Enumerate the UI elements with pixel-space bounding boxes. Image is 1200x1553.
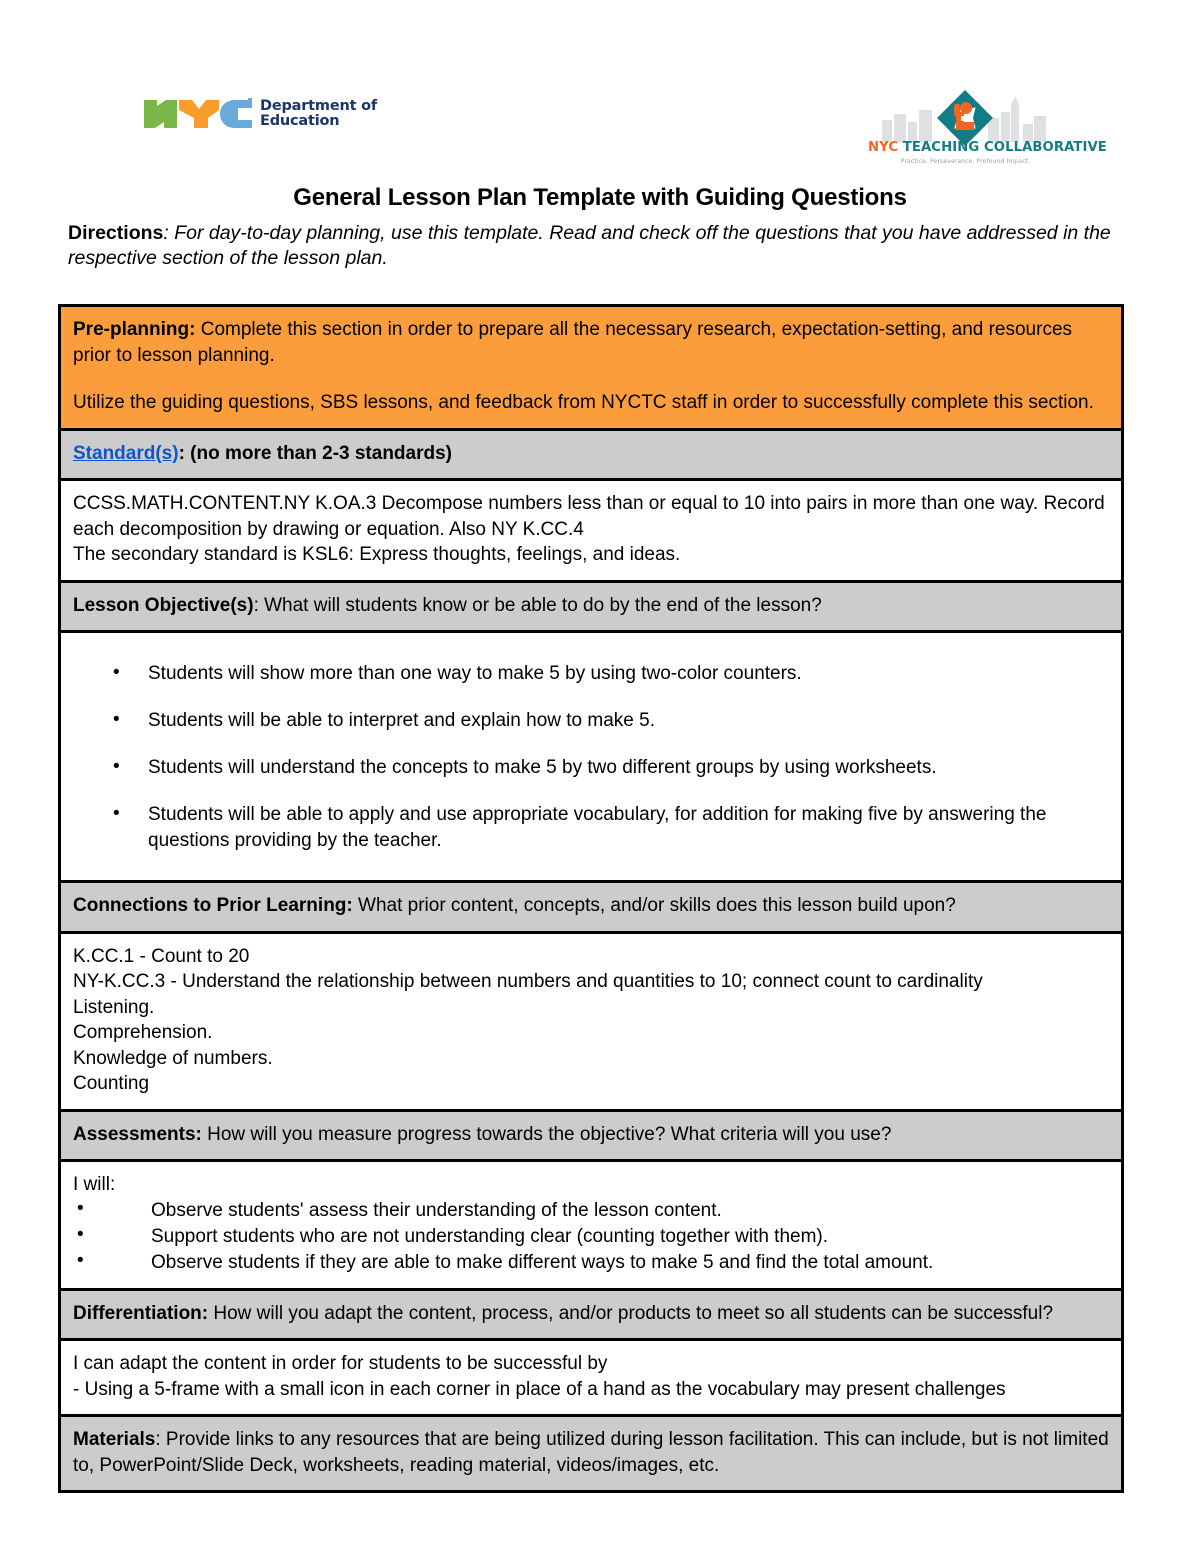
table-row-prior-learning-body (60, 932, 1123, 1110)
table-row-differentiation-header (60, 1289, 1123, 1340)
objectives-list (73, 661, 1109, 854)
standards-link[interactable]: Standard(s) (73, 442, 179, 464)
preplanning-cell (60, 306, 1123, 430)
objectives-header-cell (60, 581, 1123, 632)
assessments-header-cell (60, 1110, 1123, 1161)
standards-line-2: The secondary standard is KSL6: Express thoughts, feelings, and ideas. (73, 544, 681, 565)
nyctc-wordmark-nyc: NYC (868, 140, 903, 155)
table-row-standards-body (60, 480, 1123, 582)
nyctc-wordmark (868, 140, 1107, 155)
differentiation-line-2: - Using a 5-frame with a small icon in each corner in place of a hand as the vocabulary may present challenges (73, 1378, 1006, 1400)
table-row-preplanning (60, 306, 1123, 430)
table-row-differentiation-body (60, 1340, 1123, 1416)
prior-learning-header-cell (60, 882, 1123, 933)
list-item: • Support students who are not understanding clear (counting together with them). (73, 1224, 1109, 1250)
assessments-list (73, 1198, 1109, 1276)
objectives-prompt: : What will students know or be able to do by the end of the lesson? (253, 594, 822, 616)
prior-learning-prompt: What prior content, concepts, and/or skills does this lesson build upon? (352, 895, 956, 916)
doe-wordmark-line2: Education (260, 113, 340, 129)
prior-learning-line-2: NY-K.CC.3 - Understand the relationship between numbers and quantities to 10; connect count to cardinality (73, 971, 983, 992)
table-row-prior-learning-header (60, 882, 1123, 933)
list-item: • Observe students' assess their understanding of the lesson content. (73, 1198, 1109, 1224)
directions-block (0, 221, 1200, 271)
nyc-doe-logo (142, 96, 377, 132)
list-item: • Students will understand the concepts to make 5 by two different groups by using worksheets. (113, 755, 1109, 781)
lesson-plan-table (58, 304, 1124, 1493)
table-row-objectives-header (60, 581, 1123, 632)
prior-learning-line-4: Comprehension. (73, 1022, 213, 1043)
page-title: General Lesson Plan Template with Guiding Questions (293, 184, 907, 211)
table-row-assessments-body (60, 1161, 1123, 1290)
assessments-label: Assessments: (73, 1123, 202, 1145)
preplanning-text-1: Complete this section in order to prepare all the necessary research, expectation-setting, and resources prior to lesson planning. (73, 319, 1073, 366)
list-item: • Students will be able to interpret and explain how to make 5. (113, 708, 1109, 734)
nyctc-logo-icon (868, 88, 1063, 148)
materials-label: Materials (73, 1429, 156, 1450)
table-row-materials-header (60, 1416, 1123, 1492)
materials-header-cell (60, 1416, 1123, 1492)
prior-learning-label: Connections to Prior Learning: (73, 895, 353, 916)
nyctc-wordmark-teaching-collaborative: TEACHING COLLABORATIVE (902, 140, 1107, 155)
list-item: • Students will be able to apply and use appropriate vocabulary, for addition for making five by answering the questions providing by the teacher. (113, 802, 1109, 854)
directions-label: Directions (68, 222, 164, 244)
nyctc-tagline: Practice. Perseverance. Profound Impact. (900, 158, 1031, 165)
standards-header-cell (60, 429, 1123, 480)
prior-learning-body-cell[interactable] (60, 932, 1123, 1110)
table-row-objectives-body (60, 632, 1123, 882)
prior-learning-line-1: K.CC.1 - Count to 20 (73, 945, 250, 967)
list-item: • Students will show more than one way to make 5 by using two-color counters. (113, 661, 1109, 687)
document-header (0, 0, 1200, 178)
prior-learning-line-6: Counting (73, 1073, 150, 1094)
table-row-standards-header (60, 429, 1123, 480)
directions-text: : For day-to-day planning, use this template. Read and check off the questions that you have addressed in the respective section of the lesson plan. (68, 222, 1111, 269)
differentiation-prompt: How will you adapt the content, process, and/or products to meet so all students can be successful? (208, 1302, 1054, 1324)
materials-prompt: : Provide links to any resources that are being utilized during lesson facilitation. This can include, but is not limited to, PowerPoint/Slide Deck, worksheets, reading material, videos/images, etc. (73, 1429, 1109, 1476)
doe-wordmark-line1: Department of (260, 98, 378, 114)
assessments-body-cell[interactable] (60, 1161, 1123, 1290)
preplanning-text-2: Utilize the guiding questions, SBS lessons, and feedback from NYCTC staff in order to successfully complete this section. (73, 392, 1094, 413)
differentiation-header-cell (60, 1289, 1123, 1340)
standards-line-1: CCSS.MATH.CONTENT.NY K.OA.3 Decompose numbers less than or equal to 10 into pairs in more than one way. Record each decomposition by drawing or equation. Also NY K.CC.4 (73, 493, 1105, 540)
nyc-teaching-collaborative-logo (868, 88, 1107, 172)
preplanning-label: Pre-planning: (73, 319, 196, 340)
preplanning-paragraph-1 (73, 317, 1109, 368)
assessments-intro: I will: (73, 1174, 116, 1195)
standards-prompt: : (no more than 2-3 standards) (178, 442, 452, 464)
table-row-assessments-header (60, 1110, 1123, 1161)
list-item: • Observe students if they are able to make different ways to make 5 and find the total amount. (73, 1250, 1109, 1276)
doe-wordmark (260, 99, 377, 129)
differentiation-label: Differentiation: (73, 1302, 209, 1324)
prior-learning-line-5: Knowledge of numbers. (73, 1047, 273, 1069)
nyc-logo-icon (142, 96, 254, 132)
objectives-body-cell[interactable] (60, 632, 1123, 882)
differentiation-body-cell[interactable] (60, 1340, 1123, 1416)
standards-body-cell[interactable] (60, 480, 1123, 582)
prior-learning-line-3: Listening. (73, 996, 155, 1018)
differentiation-line-1: I can adapt the content in order for students to be successful by (73, 1353, 608, 1374)
assessments-prompt: How will you measure progress towards the objective? What criteria will you use? (201, 1123, 892, 1145)
objectives-label: Lesson Objective(s) (73, 594, 254, 616)
